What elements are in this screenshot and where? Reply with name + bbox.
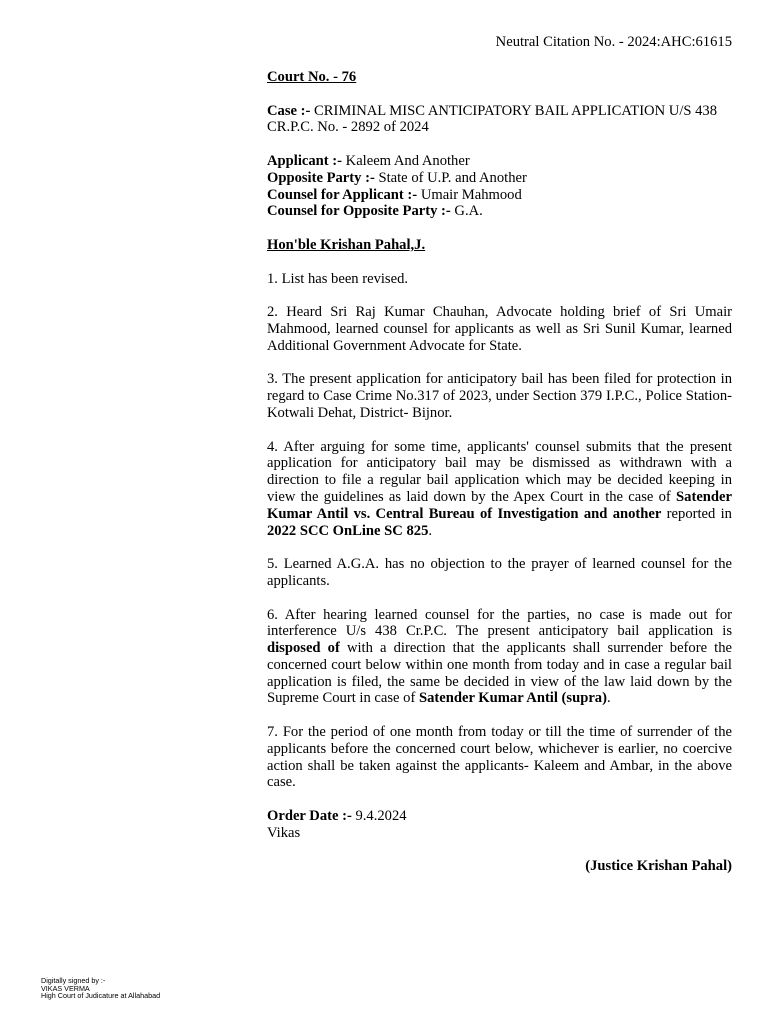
paragraph-6-case-reference: Satender Kumar Antil (supra) xyxy=(418,690,607,707)
opposite-party-value: State of U.P. and Another xyxy=(378,169,527,186)
order-document xyxy=(267,69,732,875)
clerk-name: Vikas xyxy=(267,824,301,841)
applicant-value: Kaleem And Another xyxy=(345,152,470,169)
applicant-label: Applicant :- xyxy=(267,152,342,169)
judge-heading: Hon'ble Krishan Pahal,J. xyxy=(267,236,426,253)
counsel-applicant-line xyxy=(267,187,732,204)
digital-signature-line-3: High Court of Judicature at Allahabad xyxy=(41,991,161,1001)
paragraph-6 xyxy=(267,607,732,708)
counsel-applicant-label: Counsel for Applicant :- xyxy=(267,186,418,203)
neutral-citation: Neutral Citation No. - 2024:AHC:61615 xyxy=(495,34,732,50)
paragraph-5: 5. Learned A.G.A. has no objection to the prayer of learned counsel for the applicants. xyxy=(267,556,732,589)
judge-heading-block xyxy=(267,237,732,254)
paragraph-1: 1. List has been revised. xyxy=(267,270,409,287)
paragraph-6-text-2: with a direction that the applicants shall surrender before the concerned court below within one month from today and in case a regular bail application is filed, the same be decided in view of the law laid down by the Supreme Court in case of xyxy=(267,640,733,707)
order-date-line xyxy=(267,808,732,825)
counsel-applicant-value: Umair Mahmood xyxy=(420,186,522,203)
paragraph-4-case-citation: Satender Kumar Antil vs. Central Bureau of Investigation and another xyxy=(267,488,732,522)
paragraph-4 xyxy=(267,439,732,540)
digital-signature-line-1: Digitally signed by :- xyxy=(41,976,106,985)
order-date-label: Order Date :- xyxy=(267,808,352,825)
paragraph-3: 3. The present application for anticipatory bail has been filed for protection in regard to Case Crime No.317 of 2023, under Section 379 I.P.C., Police Station- Kotwali Dehat, District- Bijnor. xyxy=(267,371,732,421)
counsel-opposite-line xyxy=(267,203,732,220)
case-value: CRIMINAL MISC ANTICIPATORY BAIL APPLICATION U/S 438 CR.P.C. No. - 2892 of 2024 xyxy=(267,102,718,136)
case-label: Case :- xyxy=(267,102,311,119)
opposite-party-label: Opposite Party :- xyxy=(267,169,375,186)
court-number: Court No. - 76 xyxy=(267,69,357,85)
signature-block: (Justice Krishan Pahal) xyxy=(585,858,732,875)
order-date-block xyxy=(267,808,732,842)
paragraph-2: 2. Heard Sri Raj Kumar Chauhan, Advocate holding brief of Sri Umair Mahmood, learned counsel for applicants as well as Sri Sunil Kumar, learned Additional Government Advocate for State. xyxy=(267,304,732,354)
paragraph-4-report-citation: 2022 SCC OnLine SC 825 xyxy=(267,522,429,539)
paragraph-4-text-2: reported in xyxy=(661,505,732,522)
parties-block xyxy=(267,153,732,220)
counsel-opposite-label: Counsel for Opposite Party :- xyxy=(267,203,451,220)
paragraph-6-text-1: 6. After hearing learned counsel for the parties, no case is made out for interference U/s 438 Cr.P.C. The present anticipatory bail application is xyxy=(267,606,732,640)
counsel-opposite-value: G.A. xyxy=(454,203,483,220)
digital-signature xyxy=(41,977,160,1000)
paragraph-4-text-3: . xyxy=(428,522,433,539)
case-block xyxy=(267,103,732,137)
digital-signature-line-2: VIKAS VERMA xyxy=(41,983,90,993)
applicant-line xyxy=(267,153,732,170)
opposite-party-line xyxy=(267,170,732,187)
paragraph-4-text-1: 4. After arguing for some time, applicants' counsel submits that the present application for anticipatory bail may be dismissed as withdrawn with a direction to file a regular bail application which may be decided keeping in view the guidelines as laid down by the Apex Court in the case of xyxy=(267,438,732,505)
court-number-block xyxy=(267,69,732,86)
order-date-value: 9.4.2024 xyxy=(355,808,407,825)
paragraph-6-disposed-of: disposed of xyxy=(267,640,340,657)
paragraph-6-text-3: . xyxy=(606,690,611,707)
paragraph-7: 7. For the period of one month from today or till the time of surrender of the applicants before the concerned court below, whichever is earlier, no coercive action shall be taken against the applicants- Kaleem and Ambar, in the above case. xyxy=(267,724,732,791)
